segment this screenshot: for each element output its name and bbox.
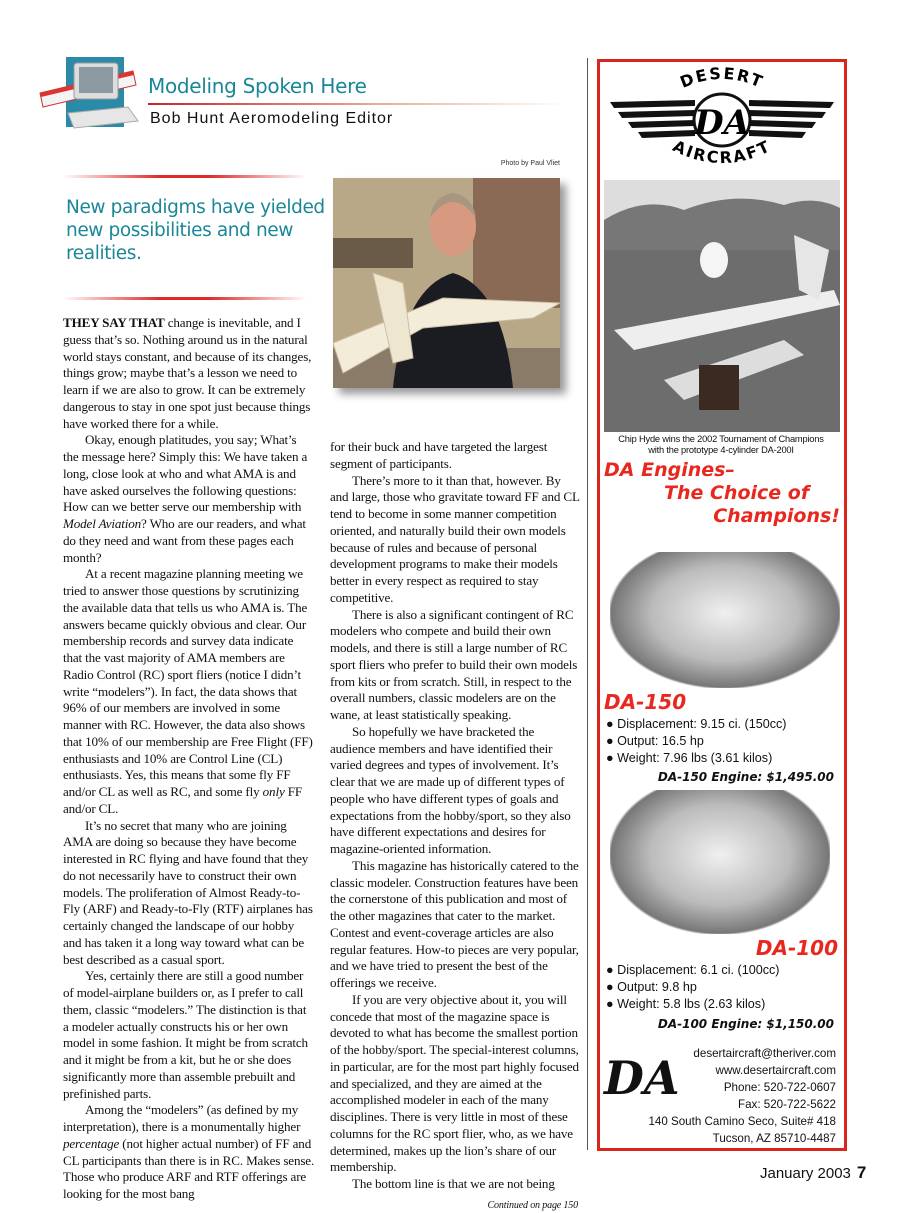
spec-text: Displacement: 6.1 ci. (100cc) (617, 963, 780, 977)
headline-line: Champions! (713, 505, 840, 527)
spec-item: ● Displacement: 9.15 ci. (150cc) (606, 717, 787, 731)
desert-aircraft-logo (600, 64, 844, 176)
article-paragraph: So hopefully we have bracketed the audience members and have identified their varied degrees and types of involvement. It’s clear that we are made up of different types of people who have different types of goals and expectations from the hobby/sport, so they also have different expectations and desires for magazine-oriented information. (330, 723, 571, 856)
continued-note[interactable]: Continued on page 150 (487, 1199, 578, 1211)
spec-text: Output: 9.8 hp (617, 980, 697, 994)
author-photo (333, 178, 560, 388)
article-paragraph (63, 315, 315, 432)
engine-specs (606, 716, 842, 767)
contact-address: 140 South Camino Seco, Suite# 418 (648, 1115, 836, 1128)
paragraph-text: FF and/or CL. (63, 784, 302, 816)
article-paragraph: There’s more to it than that, however. By and large, those who gravitate toward FF and CL tend to become in some manner competition oriented, and naturally build their own models because of rules and because of personal development programs to make their models better in every respect as required to stay competitive. (330, 472, 580, 605)
pull-quote: New paradigms have yielded new possibilities and new realities. (66, 197, 325, 264)
page-number: 7 (856, 1163, 867, 1182)
contact-phone: Phone: 520-722-0607 (723, 1081, 836, 1094)
spec-text: Output: 16.5 hp (617, 734, 704, 748)
article-paragraph: The bottom line is that we are not being (352, 1176, 555, 1191)
contact-website[interactable]: www.desertaircraft.com (715, 1064, 836, 1077)
engine-price: DA-150 Engine: $1,495.00 (657, 770, 834, 784)
article-paragraph (63, 1102, 315, 1203)
headline-line: The Choice of (664, 482, 810, 504)
article-paragraph: It’s no secret that many who are joining AMA are doing so because they have become interested in RC flying and have found that they do not necessarily have to construct their own models. The proliferation of Almost Ready-to-Fly (ARF) and Ready-to-Fly (RTF) airplanes has certainly changed the landscape of our hobby and has taken it a long way toward what can be best described as a casual sport. (63, 817, 313, 967)
article-paragraph: Yes, certainly there are still a good number of model-airplane builders or, as I prefer to call them, classic “modelers.” The distinction is that a modeler actually constructs his or her own model in some fashion. It might be from scratch and it might be from a kit, but he or she does significantly more than assemble prebuilt and prefinished parts. (63, 968, 308, 1101)
ad-photo-plane (604, 180, 840, 432)
computer-icon (38, 55, 148, 130)
logo-aircraft: AIRCRAFT (669, 136, 775, 168)
headline-line: DA Engines– (604, 459, 735, 481)
da-150-engine-image (610, 552, 840, 688)
ad-headline (604, 459, 840, 528)
ad-photo-caption (602, 434, 840, 455)
column-divider (587, 58, 588, 1150)
column-subtitle: Bob Hunt Aeromodeling Editor (150, 110, 394, 127)
spec-text: Weight: 7.96 lbs (3.61 kilos) (617, 751, 773, 765)
spec-text: Displacement: 9.15 ci. (150cc) (617, 717, 787, 731)
article-paragraph: If you are very objective about it, you will concede that most of the magazine space is devoted to what has become the smallest portion of the hobby/sport. The special-interest columns, in particular, are for the most part highly focused and specialized, and they are aimed at the accomplished modeler in each of the many disciplines. There is very little in most of these columns for the RC sport flier, who, as we have determined, makes up the lion’s share of our membership. (330, 991, 579, 1175)
page-footer (760, 1163, 866, 1183)
column-title: Modeling Spoken Here (148, 74, 367, 98)
paragraph-text: ? Who are our readers, and what do they need and want from these pages each month? (63, 516, 306, 565)
caption-line: Chip Hyde wins the 2002 Tournament of Champions (618, 434, 824, 444)
engine-model: DA-150 (604, 690, 687, 714)
da-100-engine-image (610, 790, 830, 934)
spec-item: ● Output: 16.5 hp (606, 734, 704, 748)
article-column-2 (330, 439, 582, 1213)
engine-price: DA-100 Engine: $1,150.00 (657, 1017, 834, 1031)
article-column-1 (63, 315, 315, 1203)
engine-specs (606, 962, 842, 1013)
da-logo-small: DA (604, 1051, 680, 1105)
article-paragraph: This magazine has historically catered to the classic modeler. Construction features have been the cornerstone of this publication and most of the other magazines that cater to the market. Contest and event-coverage articles are also regular features. How-to pieces are very popular, and we have tried to present the best of the offerings we receive. (330, 857, 579, 990)
pull-quote-rule-bottom (62, 297, 307, 300)
emphasis: only (262, 784, 285, 799)
ad-contact (604, 1045, 836, 1147)
paragraph-text: Among the “modelers” (as defined by my interpretation), there is a monumentally higher (63, 1102, 301, 1134)
magazine-title: Model Aviation (63, 516, 142, 531)
spec-item: ● Output: 9.8 hp (606, 980, 697, 994)
logo-da: DA (694, 103, 750, 143)
spec-item: ● Weight: 5.8 lbs (2.63 kilos) (606, 997, 766, 1011)
paragraph-text: At a recent magazine planning meeting we tried to answer those questions by scrutinizing the available data that tells us who AMA is. The answers became quickly obvious and clear. Our membership records and survey data indicate that the vast majority of AMA members are Radio Control (RC) sport fliers (notice I didn’t write “modelers”). In fact, the data shows that 96% of our members are involved in some manner with RC. However, the data also shows that 10% of our membership are Free Flight (FF) enthusiasts and 10% are Control Line (CL) enthusiasts. Yes, this means that some fly FF and/or CL as well as RC, and some fly (63, 566, 313, 799)
photo-credit: Photo by Paul Vliet (500, 160, 560, 167)
paragraph-text: Okay, enough platitudes, you say; What’s the message here? Simply this: We have taken a long, close look at who and what AMA is and have asked ourselves the following questions: How can we better serve our membership with (63, 432, 308, 515)
paragraph-text: change is inevitable, and I guess that’s so. Nothing around us in the natural world stays constant, and because of its changes, things grow; maybe that’s a lesson we need to learn if we are also to grow. It can be extremely dangerous to stay in one spot just because things have worked there for a while. (63, 315, 312, 431)
title-rule (148, 103, 568, 105)
contact-email[interactable]: desertaircraft@theriver.com (693, 1047, 836, 1060)
paragraph-text: (not higher actual number) of FF and CL participants than there is in RC. Makes sense. Those who produce ARF and RTF offerings are looking for the most bang (63, 1135, 315, 1201)
spec-item: ● Displacement: 6.1 ci. (100cc) (606, 963, 780, 977)
spec-text: Weight: 5.8 lbs (2.63 kilos) (617, 997, 766, 1011)
article-paragraph (63, 566, 315, 817)
emphasis: percentage (63, 1135, 120, 1151)
issue-date: January 2003 (760, 1165, 851, 1182)
contact-fax: Fax: 520-722-5622 (738, 1098, 836, 1111)
article-paragraph: There is also a significant contingent of RC modelers who compete and build their own models, and there is still a large number of RC sport fliers who prefer to build their own models from kits or from scratch. Still, in respect to the overall numbers, classic modelers are on the wane, at least statistically speaking. (330, 606, 578, 722)
desert-aircraft-ad (597, 59, 847, 1151)
article-paragraph (63, 432, 315, 566)
contact-city: Tucson, AZ 85710-4487 (712, 1132, 836, 1145)
caption-line: with the prototype 4-cylinder DA-200I (648, 444, 794, 455)
spec-item: ● Weight: 7.96 lbs (3.61 kilos) (606, 751, 773, 765)
pull-quote-rule-top (62, 175, 307, 178)
engine-model: DA-100 (755, 936, 838, 960)
article-paragraph: for their buck and have targeted the largest segment of participants. (330, 439, 548, 471)
lead-in: THEY SAY THAT (63, 315, 165, 330)
logo-desert: DESERT (677, 64, 767, 92)
